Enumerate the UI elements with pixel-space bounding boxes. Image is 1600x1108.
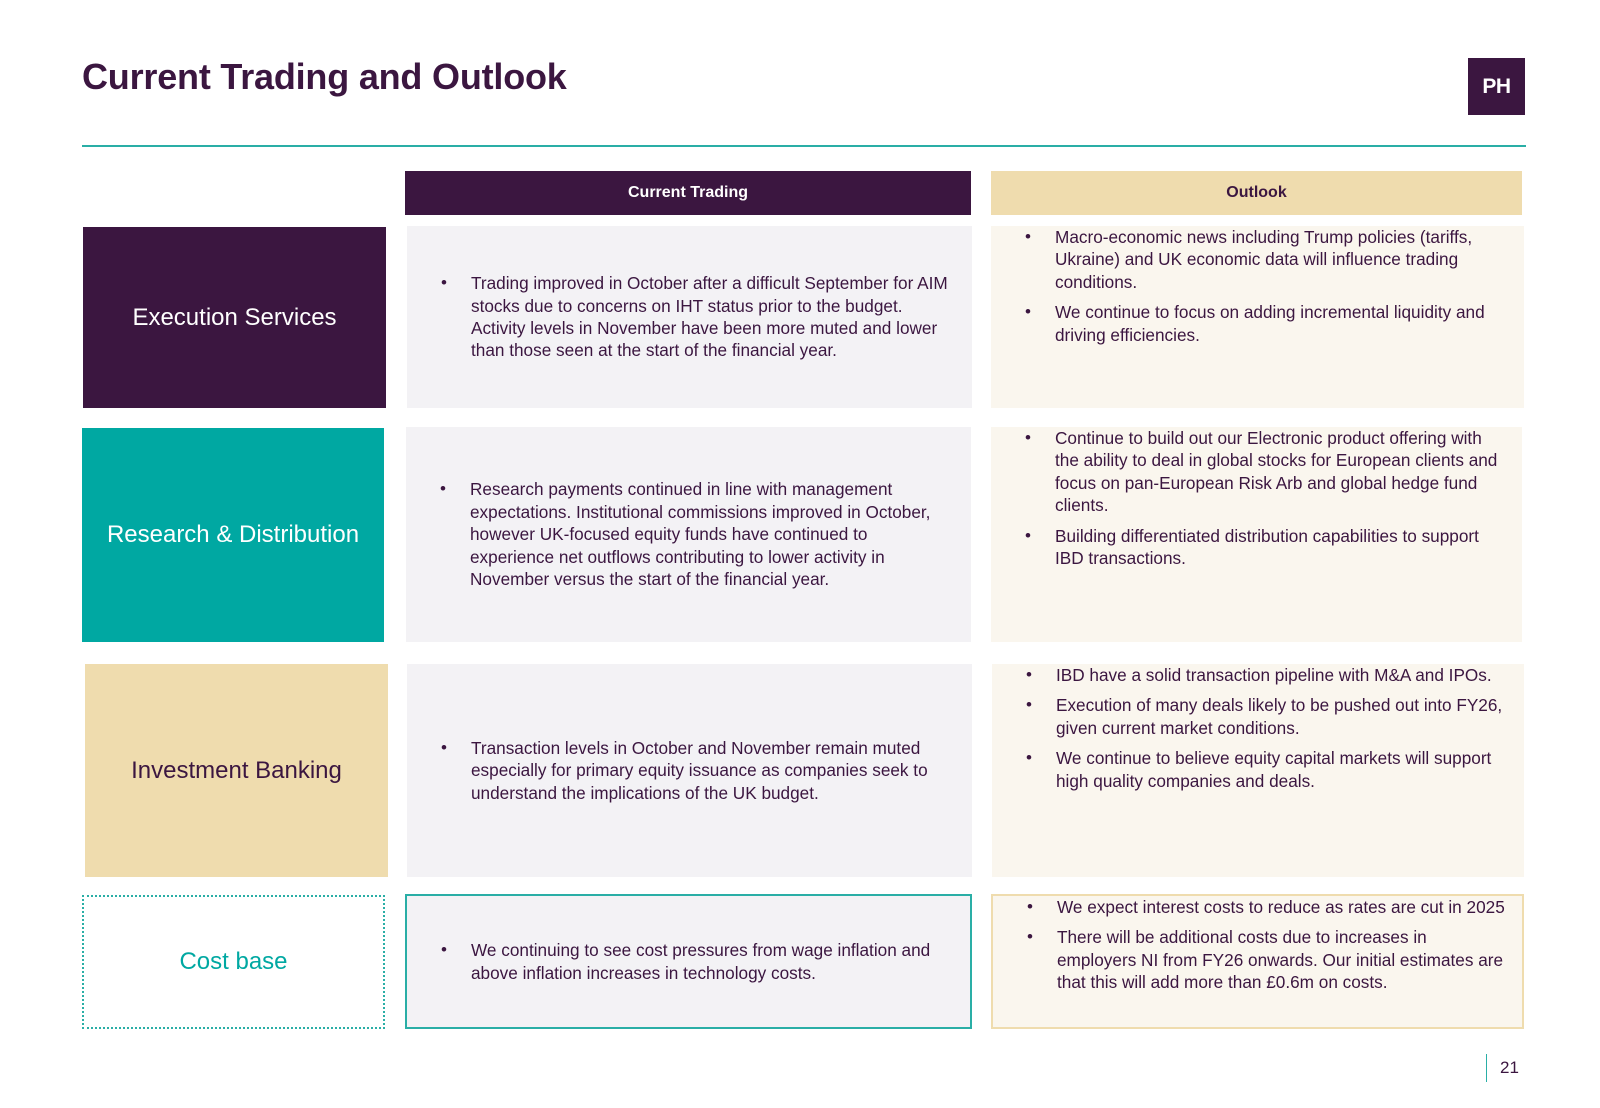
bullet-item: • Research payments continued in line with management expectations. Institutional commissions improved in October, however UK-focused equity funds have continued to experience net outflows contributing to lower activity in November versus the start of the financial year. [470, 478, 955, 590]
bullet-list [1026, 664, 1510, 792]
row-label-investment-banking: Investment Banking [85, 664, 388, 877]
outlook-execution-services [991, 226, 1524, 408]
current-trading-investment-banking [407, 664, 972, 877]
bullet-item: • Trading improved in October after a difficult September for AIM stocks due to concerns on IHT status prior to the budget. Activity levels in November have been more muted and lower than those seen at the start of the financial year. [471, 272, 956, 362]
page-title: Current Trading and Outlook [82, 56, 567, 97]
bullet-list [441, 737, 956, 804]
bullet-item: • Execution of many deals likely to be pushed out into FY26, given current market conditions. [1056, 694, 1510, 739]
bullet-list [1025, 226, 1510, 346]
bullet-item: • We expect interest costs to reduce as rates are cut in 2025 [1057, 896, 1508, 918]
bullet-list [1027, 896, 1508, 994]
bullet-item: • Macro-economic news including Trump policies (tariffs, Ukraine) and UK economic data will influence trading conditions. [1055, 226, 1510, 293]
bullet-item: • We continue to focus on adding incremental liquidity and driving efficiencies. [1055, 301, 1510, 346]
bullet-item: • We continuing to see cost pressures from wage inflation and above inflation increases in technology costs. [471, 939, 954, 984]
column-header-current-trading: Current Trading [405, 171, 971, 215]
current-trading-research-distribution [406, 427, 971, 642]
row-label-execution-services: Execution Services [83, 227, 386, 408]
bullet-item: • Building differentiated distribution capabilities to support IBD transactions. [1055, 525, 1508, 570]
bullet-item: • There will be additional costs due to increases in employers NI from FY26 onwards. Our initial estimates are that this will add more than £0.6m on costs. [1057, 926, 1508, 993]
company-logo: PH [1468, 58, 1525, 115]
row-label-research-distribution: Research & Distribution [82, 428, 384, 642]
bullet-list [441, 939, 954, 984]
outlook-investment-banking [992, 664, 1524, 877]
current-trading-cost-base [405, 894, 972, 1029]
row-label-cost-base: Cost base [82, 895, 385, 1029]
bullet-list [1025, 427, 1508, 569]
outlook-research-distribution [991, 427, 1522, 642]
column-header-outlook: Outlook [991, 171, 1522, 215]
bullet-list [441, 272, 956, 362]
page-number: 21 [1500, 1058, 1519, 1077]
bullet-item: • Transaction levels in October and November remain muted especially for primary equity issuance as companies seek to understand the implications of the UK budget. [471, 737, 956, 804]
outlook-cost-base [991, 894, 1524, 1029]
title-divider [82, 145, 1526, 147]
bullet-item: • IBD have a solid transaction pipeline with M&A and IPOs. [1056, 664, 1510, 686]
bullet-list [440, 478, 955, 590]
bullet-item: • We continue to believe equity capital markets will support high quality companies and deals. [1056, 747, 1510, 792]
page-number-divider [1486, 1054, 1487, 1082]
bullet-item: • Continue to build out our Electronic product offering with the ability to deal in global stocks for European clients and focus on pan-European Risk Arb and global hedge fund clients. [1055, 427, 1508, 517]
current-trading-execution-services [407, 226, 972, 408]
